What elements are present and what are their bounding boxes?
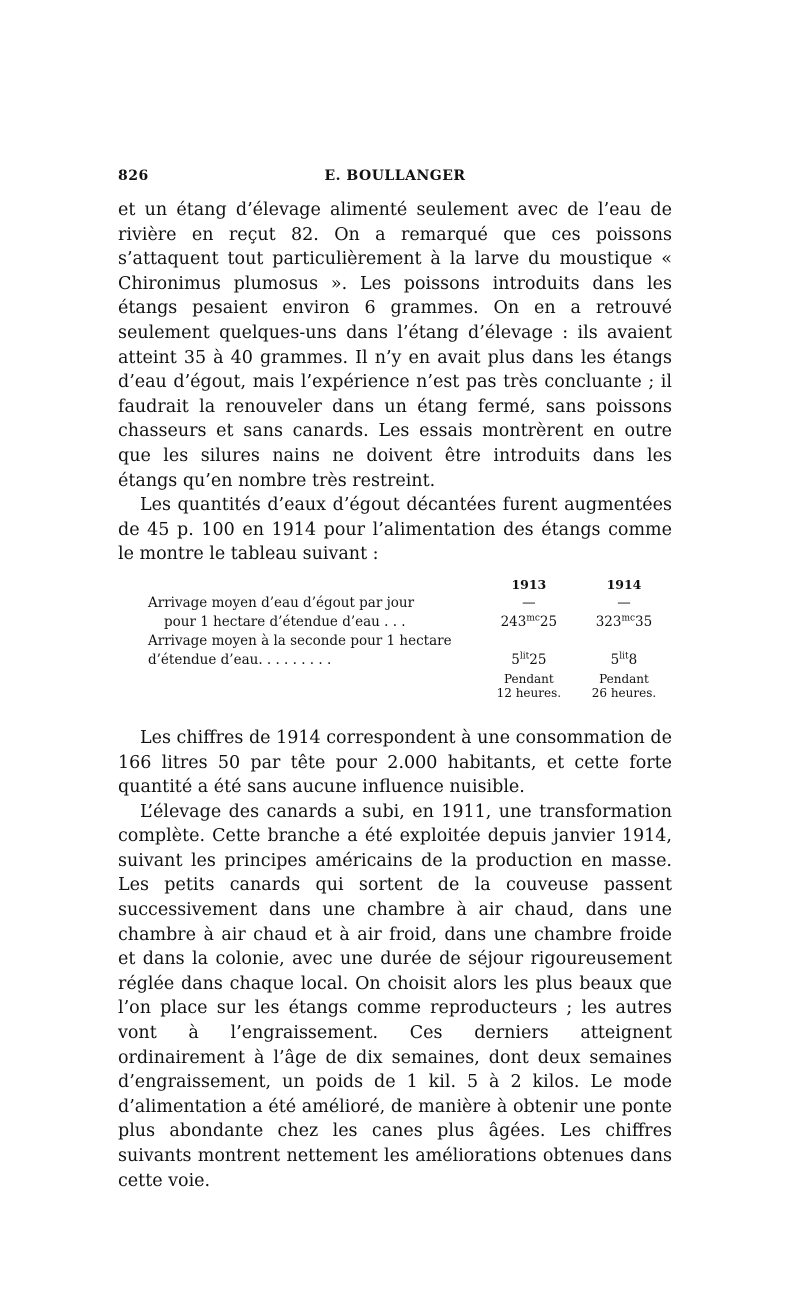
table-note-row (148, 670, 672, 700)
page-number: 826 (118, 168, 149, 184)
row-label: Arrivage moyen d’eau d’égout par jour (148, 594, 415, 611)
year-1914: 1914 (606, 576, 642, 592)
value-1913: $243^{mc}25$ (500, 613, 558, 630)
running-title: E. BOULLANGER (324, 168, 466, 184)
value-1914: $323^{mc}35$ (595, 613, 653, 630)
table-row (148, 594, 672, 613)
table-header-row (148, 575, 672, 594)
paragraph-4: L’élevage des canards a subi, en 1911, une transformation complète. Cette branche a été exploitée depuis janvier 1914, suivant les principes américains de la production en masse. Les petits canards qui sortent de la couveuse passent successivement dans une chambre à air chaud, dans une chambre à air chaud et à air froid, dans une chambre froide et dans la colonie, avec une durée de séjour rigoureusement réglée dans chaque local. On choisit alors les plus beaux que l’on place sur les étangs comme reproducteurs ; les autres vont à l’engraissement. Ces derniers atteignent ordinairement à l’âge de dix semaines, dont deux semaines d’engraissement, un poids de 1 kil. 5 à 2 kilos. Le mode d’alimentation a été amélioré, de manière à obtenir une ponte plus abondante chez les canes plus âgées. Les chiffres suivants montrent nettement les améliorations obtenues dans cette voie. (118, 801, 672, 1191)
year-1913: 1913 (511, 576, 547, 592)
dash-1914: — (617, 594, 631, 611)
table-row (148, 613, 672, 632)
table-row (148, 632, 672, 670)
note-1913: Pendant 12 heures. (496, 671, 562, 700)
row-label: Arrivage moyen à la seconde pour 1 hectare d’étendue d’eau. . . . . . . . . (148, 632, 452, 668)
paragraph-1: et un étang d’élevage alimenté seulement avec de l’eau de rivière en reçut 82. On a remarqué que ces poissons s’attaquent tout particulièrement à la larve du moustique « Chironimus plumosus ». Les poissons introduits dans les étangs pesaient environ 6 grammes. On en a retrouvé seulement quelques-uns dans l’étang d’élevage : ils avaient atteint 35 à 40 grammes. Il n’y en avait plus dans les étangs d’eau d’égout, mais l’expérience n’est pas très concluante ; il faudrait la renouveler dans un étang fermé, sans poissons chasseurs et sans canards. Les essais montrèrent en outre que les silures nains ne doivent être introduits dans les étangs qu’en nombre très restreint. (118, 200, 672, 491)
note-1914: Pendant 26 heures. (591, 671, 657, 700)
row-label: pour 1 hectare d’étendue d’eau . . . (164, 613, 406, 630)
value-1914: $5^{lit}8$ (610, 651, 638, 668)
value-1913: $5^{lit}25$ (511, 651, 547, 668)
dash-1913: — (522, 594, 536, 611)
running-header (118, 168, 672, 198)
paragraph-2: Les quantités d’eaux d’égout décantées furent augmentées de 45 p. 100 en 1914 pour l’alimentation des étangs comme le montre le tableau suivant : (118, 495, 672, 565)
paragraph-3: Les chiffres de 1914 correspondent à une consommation de 166 litres 50 par tête pour 2.000 habitants, et cette forte quantité a été sans aucune influence nuisible. (118, 727, 672, 798)
page (118, 168, 672, 1193)
data-table (148, 575, 672, 700)
